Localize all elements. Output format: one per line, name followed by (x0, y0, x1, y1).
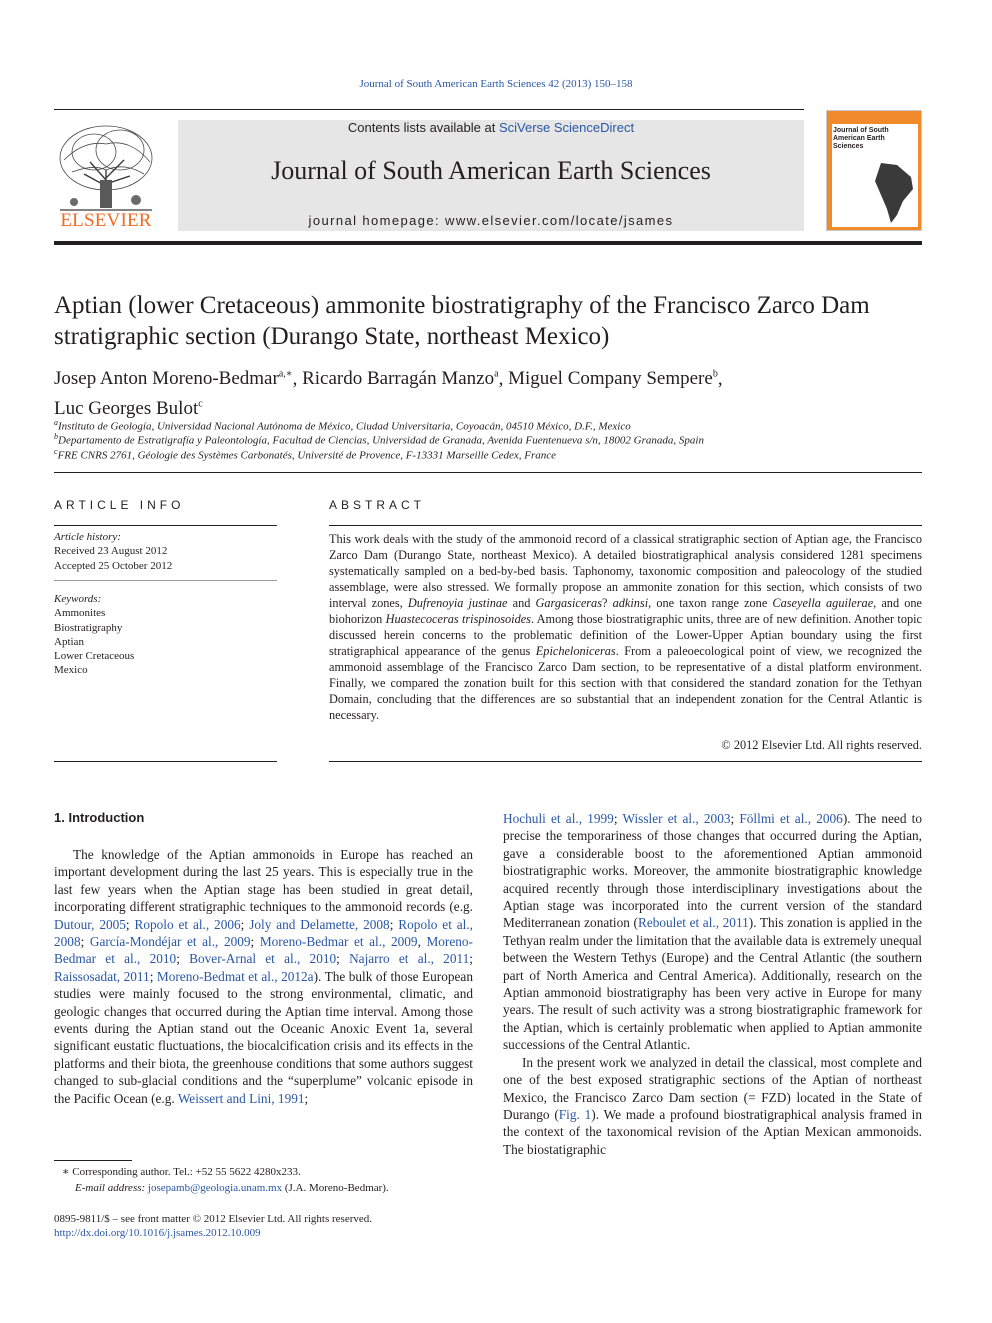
author-separator: , (292, 368, 303, 390)
taxon-name: Dufrenoyia justinae (407, 596, 508, 610)
footnote-rule (54, 1160, 132, 1161)
affil-sup: b (54, 432, 58, 441)
citation-separator: ; (176, 951, 190, 967)
author-separator: , (498, 368, 509, 390)
author-name: Ricardo Barragán Manzo (302, 368, 495, 390)
affil-text: Departamento de Estratigrafía y Paleontología, Facultad de Ciencias, Universidad de Granada, Avenida Fuentenueva s/n, 18002 Granada, Spain (58, 434, 704, 447)
keyword: Ammonites (54, 607, 106, 620)
abstract-segment: and (507, 596, 536, 610)
header-thick-rule (54, 241, 922, 245)
author-list (54, 362, 924, 421)
doi-link[interactable]: http://dx.doi.org/10.1016/j.jsames.2012.10.009 (54, 1227, 261, 1239)
contents-line (178, 120, 804, 135)
abstract-text (329, 531, 922, 723)
citation-link[interactable]: Bover-Arnal et al., 2010 (189, 951, 337, 967)
issn-line: 0895-9811/$ – see front matter © 2012 Elsevier Ltd. All rights reserved. (54, 1213, 373, 1225)
received-date: Received 23 August 2012 (54, 545, 168, 558)
journal-reference[interactable]: Journal of South American Earth Sciences 42 (2013) 150–158 (359, 78, 633, 90)
author-name: Josep Anton Moreno-Bedmar (54, 368, 279, 390)
paragraph-text: ). The bulk of those European studies were mainly focused to the strong environmental, climatic, and geologic changes that occurred during the Aptian time interval. Among those events during the Aptian stand out the Oceanic Anoxic Event 1a, several significant eustatic fluctuations, the biocalcification crisis and its effects in the platforms and their biota, the greenhouse conditions that some authors suggest changed to sub-glacial conditions and the “superplume” volcanic episode in the Pacific Ocean (e.g. (54, 968, 473, 1106)
divider (329, 525, 922, 526)
paragraph-text: ). This zonation is applied in the Tethyan realm under the limitation that the available data is extremely unequal between the Western Tethys (Europe) and the Central Atlantic (the southern part of North America and Central America). Additionally, research on the Aptian ammonoid biostratigraphy has been very active in Europe for many years. The result of such activity was a strong biostratigraphic framework for the Aptian, which is certainly problematic when applied to Aptian ammonite successions of the Central Atlantic. (503, 915, 922, 1053)
divider (54, 525, 277, 526)
history-label: Article history: (54, 531, 121, 543)
paragraph (503, 810, 922, 1054)
author-name: Luc Georges Bulot (54, 397, 199, 419)
homepage-line (178, 213, 804, 228)
citation-separator: ; (336, 951, 350, 967)
citation-separator: ; (730, 811, 740, 826)
citation-link[interactable]: Moreno-Bedmar et al., 2009 (259, 934, 418, 950)
journal-title: Journal of South American Earth Sciences (271, 156, 711, 185)
author-affil-sup: b (712, 369, 718, 380)
affil-sup: c (54, 447, 58, 456)
affil-sup: a (54, 418, 58, 427)
citation-link[interactable]: Föllmi et al., 2006 (739, 811, 843, 826)
author[interactable] (54, 368, 293, 389)
taxon-name: Huastecoceras trispinosoides (385, 612, 531, 626)
paragraph-text: ). The need to precise the temporariness of those changes that occurred during the Aptian, gave a considerable boost to the aforementioned Aptian ammonoid biostratigraphic works. Moreover, the ammonite biostratigraphic knowledge acquired recently through those interdisciplinary investigations about the Aptian stage was incorporated into the current version of the standard Mediterranean zonation ( (503, 811, 922, 931)
affil-text: FRE CNRS 2761, Géologie des Systèmes Carbonatés, Université de Provence, F-13331 Marseille Cedex, France (57, 449, 557, 462)
author-affil-sup: a,∗ (278, 369, 293, 380)
paragraph-text: ). We made a profound biostratigraphical analysis framed in the context of the taxonomical revision of the Aptian Mexican ammonoids. The biostatigraphic (503, 1106, 922, 1157)
abstract-segment: This work deals with the study of the ammonoid record of a classical stratigraphic section of Aptian age, the Francisco Zarco Dam (Durango State, northeast Mexico). A detailed biostratigraphical analysis considered 1281 specimens systematically sampled on a bed-by-bed basis. Taphonomy, taxonomic composition and paleocology of the studied assemblage, were also stressed. We formally propose an ammonite zonation for this section, which consists of two interval zones, (329, 532, 922, 610)
taxon-name: Gargasiceras (535, 596, 602, 610)
sciencedirect-link[interactable]: SciVerse ScienceDirect (498, 120, 635, 135)
keyword: Biostratigraphy (54, 621, 123, 634)
article-title: Aptian (lower Cretaceous) ammonite biostratigraphy of the Francisco Zarco Dam stratigraphic section (Durango State, northeast Mexico) (54, 292, 870, 350)
citation-link[interactable]: Joly and Delamette, 2008 (249, 916, 390, 932)
citation-separator: ; (613, 811, 623, 826)
paragraph-text: ; (304, 1090, 309, 1106)
citation-separator: ; (240, 916, 250, 932)
figure-link[interactable]: Fig. 1 (558, 1106, 592, 1122)
abstract-segment: . From a paleoecological point of view, we recognized the ammonoid assemblage of the Francisco Zarco Dam section, to be representative of a distal platform environment. Finally, we compared the zonation built for this section with that considered the standard zonation for the Tethyan Domain, concluding that the differences are so substantial that an independent zonation for the Central Atlantic is necessary. (329, 644, 922, 722)
abstract-segment: , and one biohorizon (329, 596, 922, 626)
citation-link[interactable]: Moreno-Bedmar et al., 2010 (54, 934, 473, 967)
abstract-segment: . Among those biostratigraphic units, three are of new definition. Another topic discussed herein concerns to the problematic definition of the Lower-Upper Aptian boundary using the first stratigraphical appearance of the genus (329, 612, 922, 658)
paragraph-text: In the present work we analyzed in detail the classical, most complete and one of the best exposed stratigraphic sections of the Aptian of northeast Mexico, the Francisco Zarco Dam section (= FZD) located in the State of Durango ( (503, 1054, 922, 1122)
article-history (54, 530, 278, 573)
citation-separator: ; (250, 934, 260, 950)
divider (54, 580, 277, 581)
divider (54, 472, 922, 473)
journal-cover-thumbnail[interactable] (826, 110, 922, 231)
taxon-name: Epicheloniceras (535, 644, 616, 658)
divider (54, 761, 277, 762)
email-label: E-mail address: (75, 1182, 148, 1194)
taxon-name: Caseyella aguilerae (772, 596, 874, 610)
paragraph (54, 846, 473, 1107)
citation-link[interactable]: Dutour, 2005 (54, 916, 126, 932)
author[interactable] (302, 368, 499, 389)
author[interactable] (508, 368, 718, 389)
abstract-heading: ABSTRACT (329, 498, 426, 512)
body-column-right (503, 810, 922, 1158)
keyword: Mexico (54, 664, 88, 677)
citation-link[interactable]: Wissler et al., 2003 (622, 811, 731, 826)
email-note (75, 1181, 389, 1196)
citation-separator: ; (469, 951, 473, 967)
citation-link[interactable]: Ropolo et al., 2006 (134, 916, 241, 932)
email-link[interactable]: josepamb@geologia.unam.mx (147, 1182, 283, 1194)
author-name: Miguel Company Sempere (508, 368, 713, 390)
homepage-prefix: journal homepage: (308, 213, 446, 228)
abstract-copyright: © 2012 Elsevier Ltd. All rights reserved. (721, 738, 922, 752)
paragraph (503, 1054, 922, 1158)
contents-prefix: Contents lists available at (347, 120, 499, 135)
citation-separator: ; (149, 968, 157, 984)
elsevier-wordmark: ELSEVIER (60, 210, 152, 231)
author-separator: , (717, 368, 723, 390)
citation-link[interactable]: Weissert and Lini, 1991 (177, 1090, 305, 1106)
author-affil-sup: a (494, 369, 499, 380)
citation-separator: ; (125, 916, 135, 932)
cover-title: Journal of South American Earth Sciences (833, 127, 889, 150)
citation-link[interactable]: Reboulet et al., 2011 (637, 915, 749, 931)
accepted-date: Accepted 25 October 2012 (54, 559, 173, 572)
citation-separator: ; (389, 916, 399, 932)
citation-link[interactable]: Ropolo et al., 2008 (54, 916, 473, 950)
citation-separator: ; (80, 934, 90, 950)
divider (329, 761, 922, 762)
paragraph-text: The knowledge of the Aptian ammonoids in Europe has reached an important development during the last 25 years. This is especially true in the last few years when the Aptian stage has been studied in great detail, incorporating different stratigraphic techniques to the ammonoid records (e.g. (54, 847, 473, 915)
section-heading-introduction: 1. Introduction (54, 810, 145, 825)
citation-link[interactable]: Moreno-Bedmat et al., 2012a (156, 968, 314, 984)
corresponding-author-note: ∗ Corresponding author. Tel.: +52 55 5622 4280x233. (62, 1166, 301, 1178)
keyword: Aptian (54, 635, 84, 648)
abstract-segment: ? (602, 596, 613, 610)
citation-link[interactable]: Hochuli et al., 1999 (503, 811, 614, 826)
article-info-heading: ARTICLE INFO (54, 498, 185, 512)
citation-link[interactable]: Najarro et al., 2011 (349, 951, 470, 967)
keywords-label: Keywords: (54, 593, 102, 605)
taxon-name: adkinsi (612, 596, 649, 610)
affiliation (54, 445, 556, 463)
abstract-segment: , one taxon range zone (648, 596, 773, 610)
citation-link[interactable]: Raissosadat, 2011 (54, 968, 150, 984)
body-column-left (54, 846, 473, 1107)
keywords-block (54, 592, 278, 678)
south-america-map-icon (867, 159, 917, 225)
homepage-link[interactable]: www.elsevier.com/locate/jsames (445, 213, 674, 228)
email-owner: (J.A. Moreno-Bedmar). (282, 1182, 389, 1194)
doi-line (54, 1226, 261, 1241)
citation-link[interactable]: García-Mondéjar et al., 2009 (89, 934, 251, 950)
citation-separator: , (417, 934, 427, 950)
author-affil-sup: c (198, 398, 203, 410)
keyword: Lower Cretaceous (54, 650, 135, 663)
affil-text: Instituto de Geología, Universidad Nacional Autónoma de México, Ciudad Universitaria, Coyoacán, 04510 México, D.F., Mexico (58, 420, 631, 433)
header-rule (54, 109, 804, 110)
